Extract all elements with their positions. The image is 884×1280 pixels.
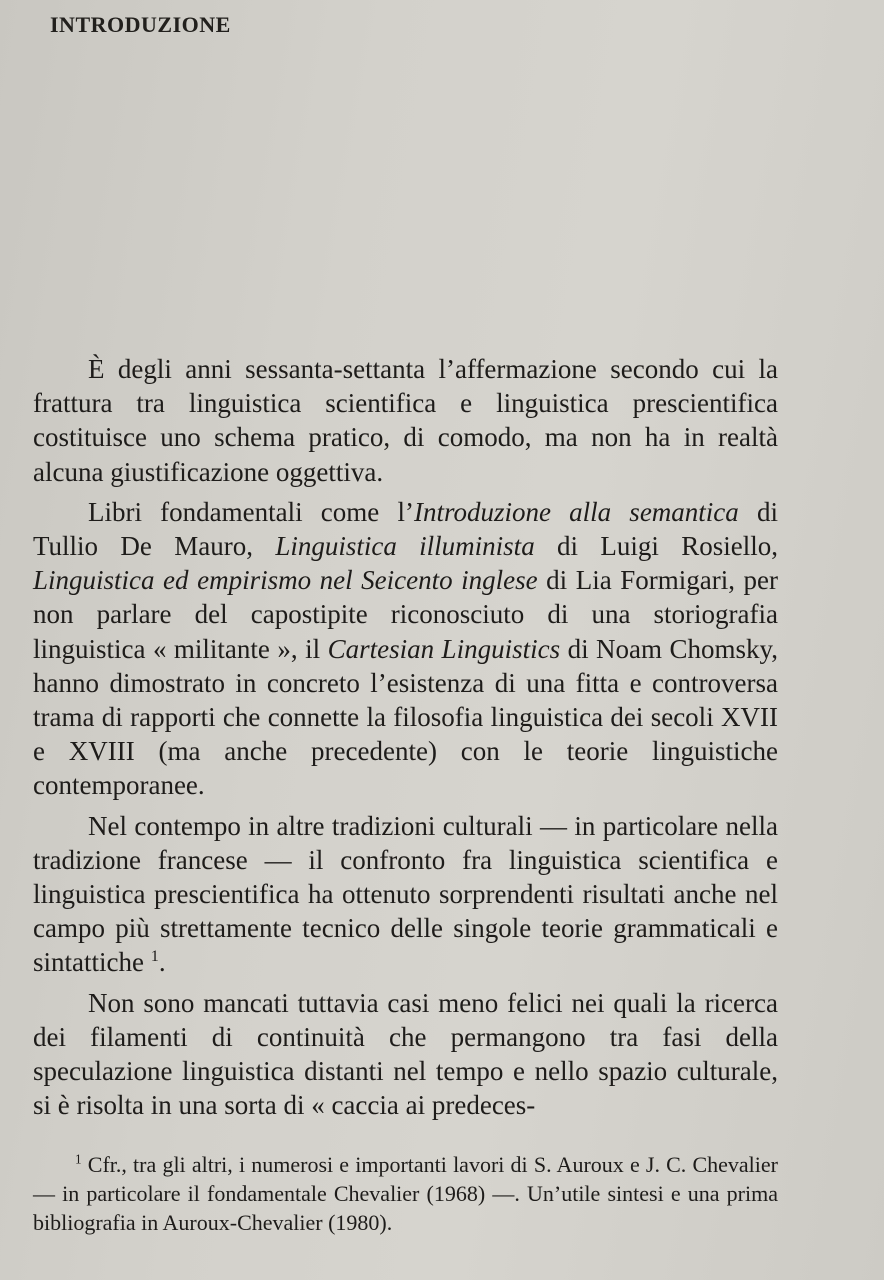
paragraph [33, 495, 778, 803]
paragraph [33, 352, 778, 489]
italic-title: Linguistica ed empirismo nel Seicento inglese [33, 565, 538, 596]
text-run: Libri fondamentali come l’ [88, 496, 414, 527]
text-run: . [158, 947, 166, 978]
text-run: di Luigi Rosiello, [534, 531, 778, 562]
paragraph [33, 809, 778, 980]
italic-title: Linguistica illuminista [275, 531, 535, 562]
footnote-marker: 1 [150, 947, 159, 966]
text-run: Non sono mancati tuttavia casi meno felici nei quali la ricerca dei filamenti di continuità che permangono tra fasi della speculazione linguistica distanti nel tempo e nello spazio culturale, si è risolta in una sorta di « caccia ai predeces- [33, 987, 778, 1121]
italic-title: Introduzione alla semantica [413, 496, 739, 527]
running-head: INTRODUZIONE [50, 12, 231, 37]
text-run: Nel contempo in altre tradizioni culturali — in particolare nella tradizione francese — il confronto fra linguistica scientifica e linguistica prescientifica ha ottenuto sorprendenti risultati anche nel campo più strettamente tecnico delle singole teorie grammaticali e sintattiche [33, 810, 778, 978]
footnote-marker: 1 [75, 1151, 82, 1167]
italic-title: Cartesian Linguistics [327, 633, 561, 664]
paragraph [33, 986, 778, 1123]
body-text [33, 352, 778, 1122]
text-run: È degli anni sessanta-settanta l’affermazione secondo cui la frattura tra linguistica scientifica e linguistica prescientifica costituisce uno schema pratico, di comodo, ma non ha in realtà alcuna giustificazione oggettiva. [33, 354, 778, 487]
footnote [33, 1150, 778, 1237]
footnotes [33, 1150, 778, 1237]
text-run: di Noam Chomsky, hanno dimostrato in concreto l’esistenza di una fitta e controversa trama di rapporti che connette la filosofia linguistica dei secoli XVII e XVIII (ma anche precedente) con le teorie linguistiche contemporanee. [33, 633, 779, 801]
text-run: di Lia Formigari, per non parlare del capostipite riconosciuto di una storiografia linguistica « militante », il [33, 565, 778, 664]
text-run: Cfr., tra gli altri, i numerosi e importanti lavori di S. Auroux e J. C. Chevalier — in particolare il fondamentale Chevalier (1968) —. Un’utile sintesi e una prima bibliografia in Auroux-Chevalier (1980). [33, 1152, 778, 1235]
text-run: di Tullio De Mauro, [33, 496, 778, 562]
